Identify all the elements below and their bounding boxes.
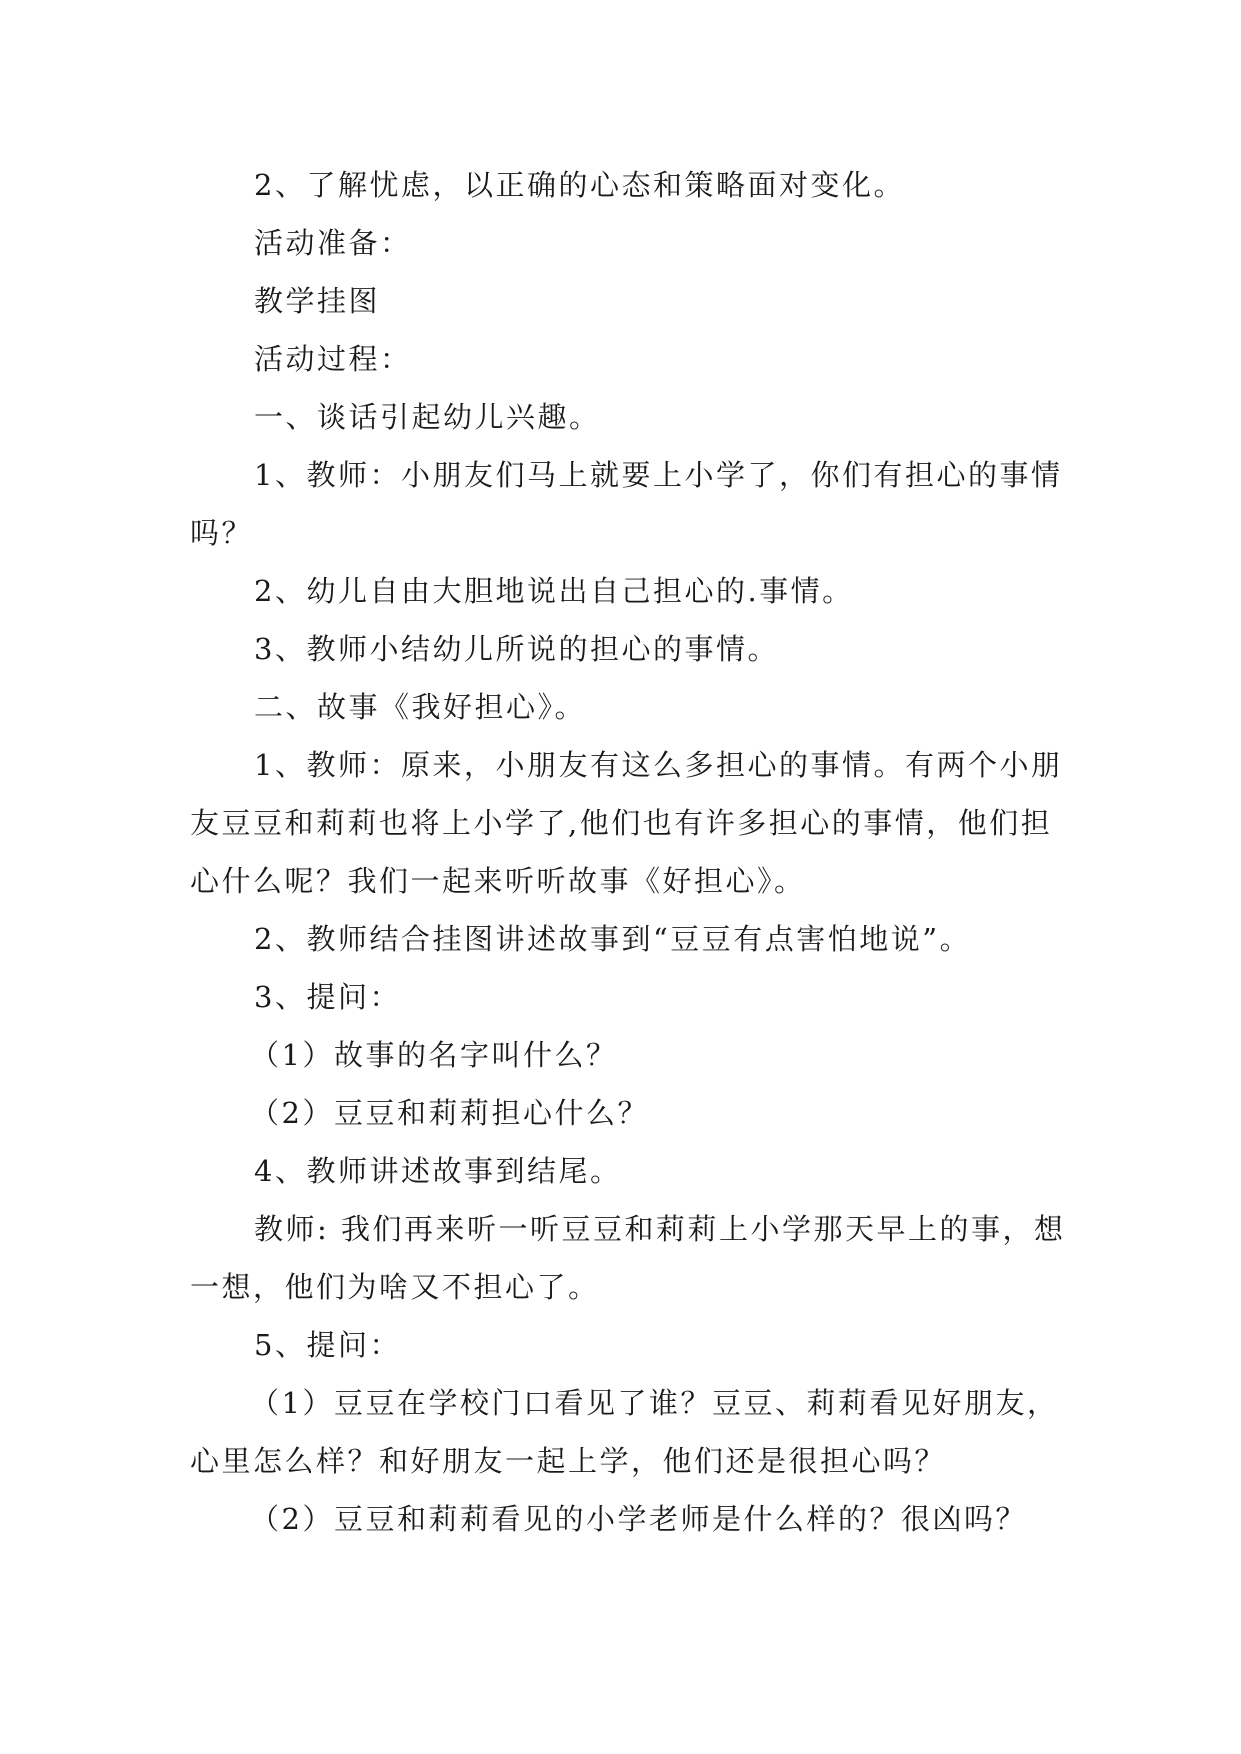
paragraph: 5、提问：	[254, 1328, 401, 1362]
document-body	[190, 156, 1070, 1548]
paragraph: 2、幼儿自由大胆地说出自己担心的.事情。	[254, 574, 854, 608]
paragraph: 二、故事《我好担心》。	[254, 690, 587, 724]
paragraph: 1、教师：原来，小朋友有这么多担心的事情。有两个小朋友豆豆和莉莉也将上小学了,他们也有许多担心的事情，他们担心什么呢？我们一起来听听故事《好担心》。	[190, 748, 1063, 898]
paragraph: （1）故事的名字叫什么？	[250, 1038, 618, 1072]
paragraph: （2）豆豆和莉莉看见的小学老师是什么样的？很凶吗？	[250, 1502, 1027, 1536]
paragraph: 2、了解忧虑，以正确的心态和策略面对变化。	[254, 168, 905, 202]
paragraph: 1、教师：小朋友们马上就要上小学了，你们有担心的事情吗？	[190, 458, 1063, 550]
paragraph: 4、教师讲述故事到结尾。	[254, 1154, 622, 1188]
paragraph: 教师: 我们再来听一听豆豆和莉莉上小学那天早上的事，想一想，他们为啥又不担心了。	[190, 1212, 1066, 1304]
paragraph: 活动准备：	[254, 226, 412, 260]
paragraph: 3、教师小结幼儿所说的担心的事情。	[254, 632, 779, 666]
paragraph: 3、提问：	[254, 980, 401, 1014]
paragraph: 一、谈话引起幼儿兴趣。	[254, 400, 601, 434]
paragraph: 教学挂图	[254, 284, 381, 318]
paragraph: 活动过程：	[254, 342, 412, 376]
paragraph: （2）豆豆和莉莉担心什么？	[250, 1096, 649, 1130]
paragraph: 2、教师结合挂图讲述故事到“豆豆有点害怕地说”。	[254, 922, 972, 956]
paragraph: （1）豆豆在学校门口看见了谁？豆豆、莉莉看见好朋友，心里怎么样？和好朋友一起上学，他们还是很担心吗？	[190, 1386, 1059, 1478]
